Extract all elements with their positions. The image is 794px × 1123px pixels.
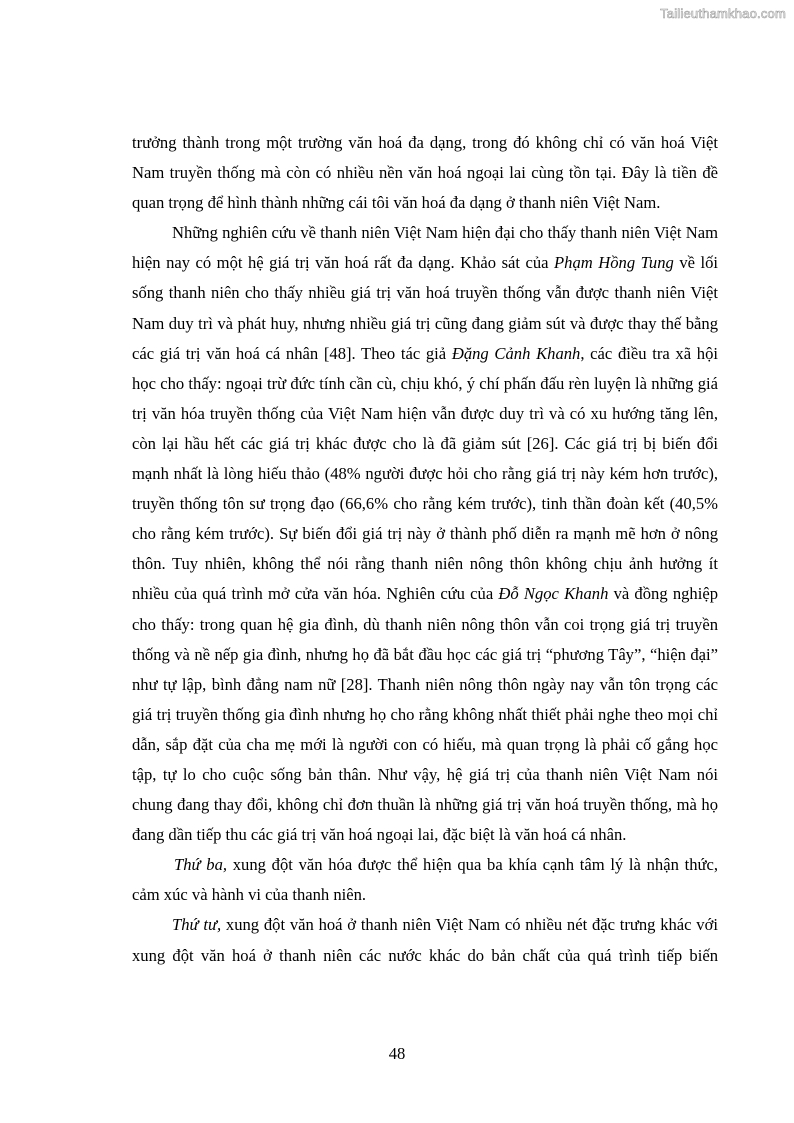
italic-text-run: Phạm Hồng Tung [554,253,674,273]
watermark: Tailieuthamkhao.com [660,6,786,21]
paragraph-2 [132,218,718,850]
text-run: xung đột văn hóa được thể hiện qua ba khía cạnh tâm lý là nhận thức, cảm xúc và hành vi của thanh niên. [132,855,719,905]
text-run: trưởng thành trong một trường văn hoá đa dạng, trong đó không chỉ có văn hoá Việt Nam truyền thống mà còn có nhiều nền văn hoá ngoại lai cùng tồn tại. Đây là tiền đề quan trọng để hình thành những cái tôi văn hoá đa dạng ở thanh niên Việt Nam. [132,133,718,213]
paragraph-1 [132,128,718,218]
italic-text-run: Thứ tư, [172,915,222,935]
italic-text-run: Đỗ Ngọc Khanh [498,584,609,604]
text-run: và đồng nghiệp cho thấy: trong quan hệ gia đình, dù thanh niên nông thôn vẫn coi trọng giá trị truyền thống và nề nếp gia đình, nhưng họ đã bắt đầu học các giá trị “phương Tây”, “hiện đại” như tự lập, bình đẳng nam nữ [28]. Thanh niên nông thôn ngày nay vẫn tôn trọng các giá trị truyền thống gia đình nhưng họ cho rằng không nhất thiết phải nghe theo mọi chỉ dẫn, sắp đặt của cha mẹ mới là người con có hiếu, mà quan trọng là phải cố gắng học tập, tự lo cho cuộc sống bản thân. Như vậy, hệ giá trị của thanh niên Việt Nam nói chung đang thay đổi, không chỉ đơn thuần là những giá trị văn hoá truyền thống, mà họ đang dần tiếp thu các giá trị văn hoá ngoại lai, đặc biệt là văn hoá cá nhân. [132,584,718,845]
italic-text-run: Đặng Cảnh Khanh [451,343,581,363]
paragraph-4 [132,910,718,970]
text-run: về lối sống thanh niên cho thấy nhiều giá trị văn hoá truyền thống vẫn được thanh niên Việt Nam duy trì và phát huy, nhưng nhiều giá trị cũng đang giảm sút và được thay thế bằng các giá trị văn hoá cá nhân [48]. Theo tác giả [132,253,719,363]
text-run: Những nghiên cứu về thanh niên Việt Nam hiện đại cho thấy thanh niên Việt Nam hiện nay có một hệ giá trị văn hoá rất đa dạng. Khảo sát của [132,223,718,273]
page-number: 48 [388,1044,406,1063]
paragraph-3 [132,850,718,910]
body-text [132,128,718,971]
text-run: xung đột văn hoá ở thanh niên Việt Nam có nhiều nét đặc trưng khác với xung đột văn hoá ở thanh niên các nước khác do bản chất của quá trình tiếp biến [132,915,718,965]
text-run: , các điều tra xã hội học cho thấy: ngoại trừ đức tính cần cù, chịu khó, ý chí phấn đấu rèn luyện là những giá trị văn hóa truyền thống của Việt Nam hiện vẫn được duy trì và có xu hướng tăng lên, còn lại hầu hết các giá trị khác được cho là đã giảm sút [26]. Các giá trị bị biến đổi mạnh nhất là lòng hiếu thảo (48% người được hỏi cho rằng giá trị này kém hơn trước), truyền thống tôn sư trọng đạo (66,6% cho rằng kém trước), tinh thần đoàn kết (40,5% cho rằng kém trước). Sự biến đổi giá trị này ở thành phố diễn ra mạnh mẽ hơn ở nông thôn. Tuy nhiên, không thể nói rằng thanh niên nông thôn không chịu ảnh hưởng ít nhiều của quá trình mở cửa văn hóa. Nghiên cứu của [132,343,718,604]
italic-text-run: Thứ ba, [174,855,228,875]
